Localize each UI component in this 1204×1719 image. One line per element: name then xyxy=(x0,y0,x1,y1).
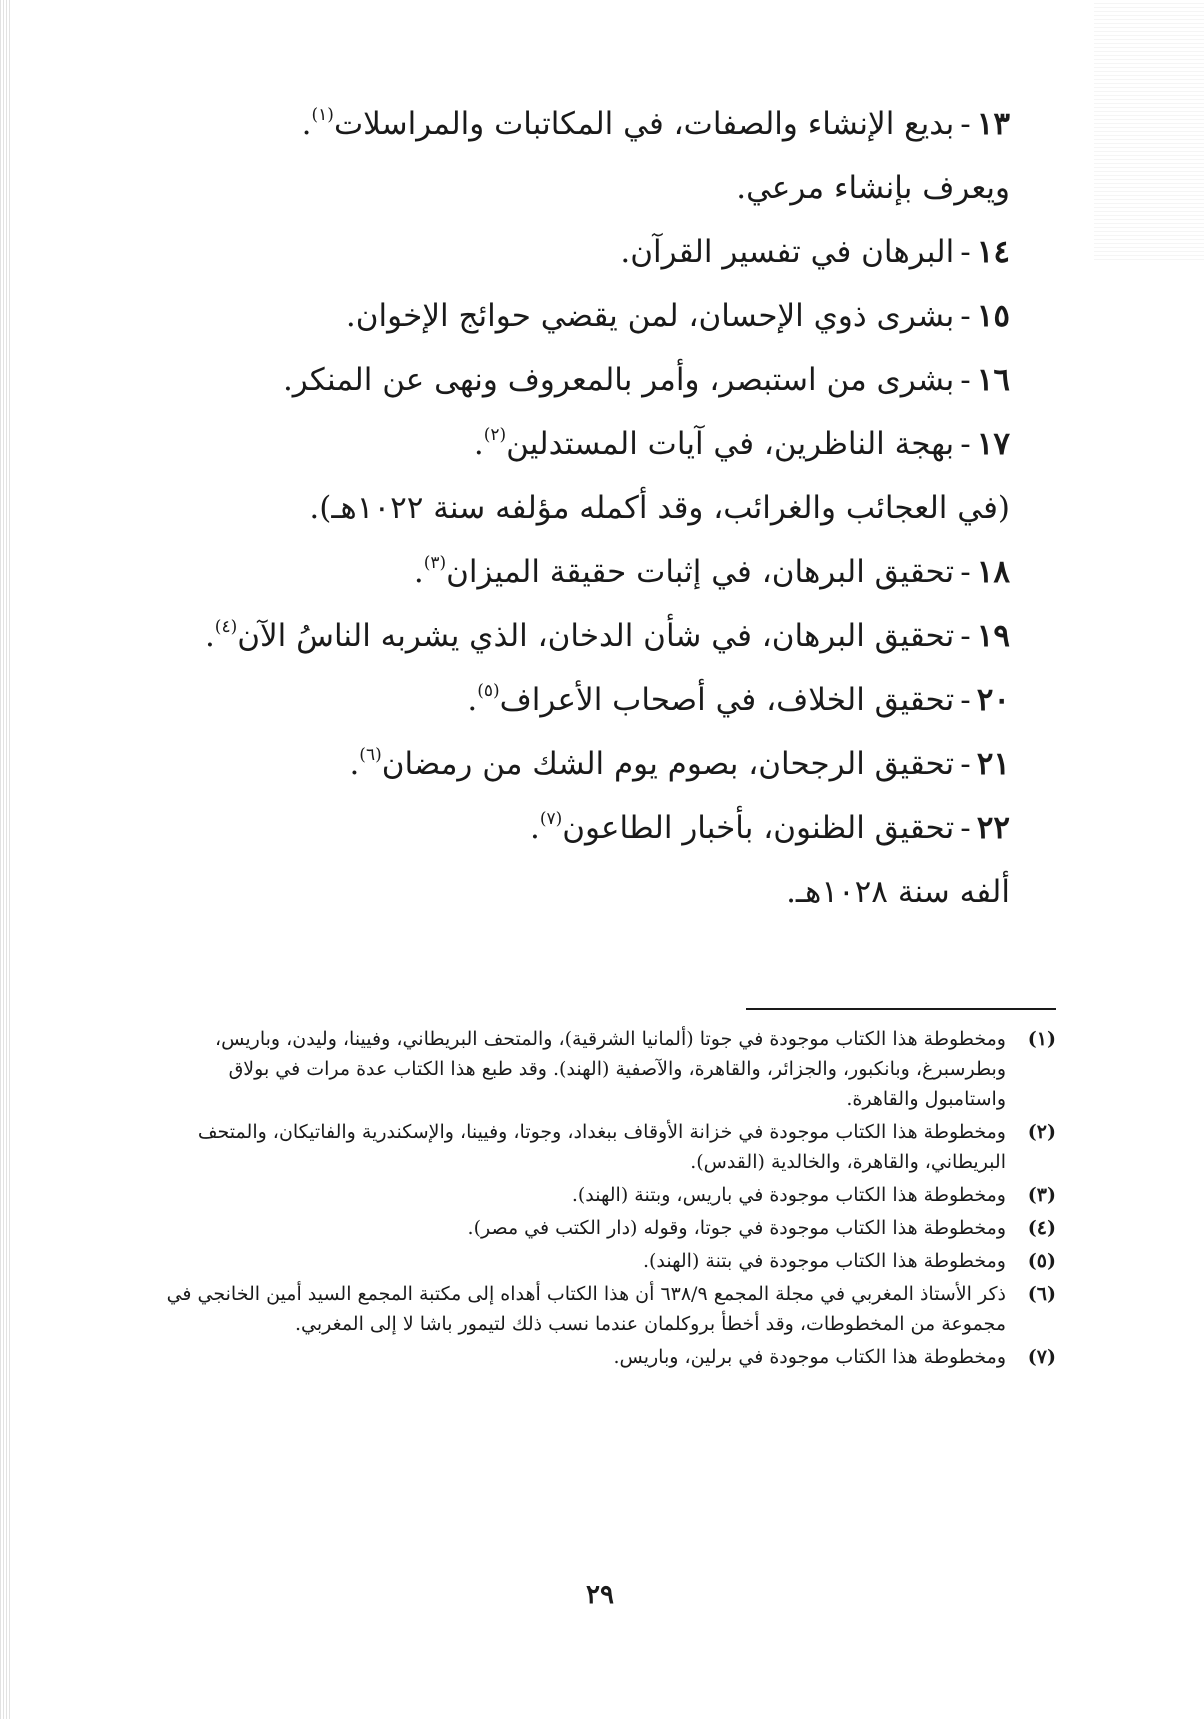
entry-line xyxy=(190,348,1010,412)
scan-edge-left xyxy=(0,0,12,1719)
entry-end: . xyxy=(473,426,484,462)
footnote-mark: (١) xyxy=(1027,1028,1056,1050)
footnote-mark: (٦) xyxy=(1027,1283,1056,1305)
entry-line xyxy=(190,668,1010,732)
entry-number: ٢١ xyxy=(976,746,1010,782)
entry-line xyxy=(190,284,1010,348)
entry-number: ١٨ xyxy=(976,554,1010,590)
entry-end: . xyxy=(467,682,478,718)
footnote-divider xyxy=(746,1008,1056,1010)
footnote-ref: (٥) xyxy=(477,681,500,701)
entry-line xyxy=(190,92,1010,156)
entry-separator: - xyxy=(960,234,971,270)
entry-separator: - xyxy=(960,810,971,846)
entry-number: ١٦ xyxy=(976,362,1010,398)
entry-title: تحقيق الخلاف، في أصحاب الأعراف xyxy=(499,682,955,718)
footnote-text: ذكر الأستاذ المغربي في مجلة المجمع ٦٣٨/٩ أن هذا الكتاب أهداه إلى مكتبة المجمع السيد أمين الخانجي في مجموعة من المخطوطات، وقد أخطأ بروكلمان عندما نسب ذلك لتيمور باشا لا إلى المغربي. xyxy=(166,1283,1006,1335)
entry-end: . xyxy=(529,810,540,846)
footnote xyxy=(156,1279,1056,1339)
footnote-ref: (٧) xyxy=(539,809,563,829)
entry-number: ٢٠ xyxy=(976,682,1010,718)
footnote xyxy=(156,1342,1056,1372)
entry-number: ٢٢ xyxy=(976,810,1010,846)
footnote-text: ومخطوطة هذا الكتاب موجودة في جوتا، وقوله (دار الكتب في مصر). xyxy=(467,1217,1006,1239)
entry-end: . xyxy=(204,618,215,654)
entry-line xyxy=(190,220,1010,284)
entry-title: البرهان في تفسير القرآن. xyxy=(620,234,955,270)
main-text xyxy=(190,92,1010,924)
footnote-text: ومخطوطة هذا الكتاب موجودة في بتنة (الهند). xyxy=(642,1250,1006,1272)
entry-number: ١٣ xyxy=(976,106,1010,142)
footnote-text: ومخطوطة هذا الكتاب موجودة في خزانة الأوقاف ببغداد، وجوتا، وفيينا، والإسكندرية والفاتيكان، والمتحف البريطاني، والقاهرة، والخالدية (القدس). xyxy=(197,1121,1006,1173)
entry-line xyxy=(190,476,1010,540)
footnote xyxy=(156,1246,1056,1276)
entry-end: . xyxy=(413,554,424,590)
footnote-ref: (١) xyxy=(311,105,334,125)
page-number: ٢٩ xyxy=(586,1580,614,1610)
entry-separator: - xyxy=(960,426,971,462)
entry-title: بشرى من استبصر، وأمر بالمعروف ونهى عن المنكر. xyxy=(282,362,955,398)
entry-title: تحقيق البرهان، في شأن الدخان، الذي يشربه الناسُ الآن xyxy=(237,618,955,654)
entry-number: ١٥ xyxy=(976,298,1010,334)
entry-line xyxy=(190,540,1010,604)
footnote-ref: (٦) xyxy=(359,745,382,765)
entry-separator: - xyxy=(960,618,971,654)
entry-separator: - xyxy=(960,298,971,334)
entry-separator: - xyxy=(960,746,971,782)
entry-number: ١٧ xyxy=(976,426,1010,462)
entry-title: تحقيق الظنون، بأخبار الطاعون xyxy=(562,810,955,846)
entry-line xyxy=(190,732,1010,796)
scan-edge-right xyxy=(1094,0,1204,260)
entry-number: ١٤ xyxy=(976,234,1010,270)
entry-title: (في العجائب والغرائب، وقد أكمله مؤلفه سنة ١٠٢٢هـ). xyxy=(309,490,1010,526)
entry-title: بشرى ذوي الإحسان، لمن يقضي حوائج الإخوان. xyxy=(345,298,955,334)
footnote xyxy=(156,1180,1056,1210)
footnote-text: ومخطوطة هذا الكتاب موجودة في جوتا (ألمانيا الشرقية)، والمتحف البريطاني، وفيينا، وليدن، وباريس، وبطرسبرغ، وبانكبور، والجزائر، والقاهرة، والآصفية (الهند). وقد طبع هذا الكتاب عدة مرات في بولاق واستامبول والقاهرة. xyxy=(215,1028,1006,1110)
entry-title: بديع الإنشاء والصفات، في المكاتبات والمراسلات xyxy=(333,106,955,142)
entry-line xyxy=(190,156,1010,220)
footnote xyxy=(156,1117,1056,1177)
footnote-mark: (٧) xyxy=(1027,1346,1056,1368)
entry-separator: - xyxy=(960,106,971,142)
footnote-mark: (٢) xyxy=(1027,1121,1056,1143)
entry-title: ويعرف بإنشاء مرعي. xyxy=(736,170,1010,206)
entry-line xyxy=(190,860,1010,924)
entry-end: . xyxy=(349,746,360,782)
entry-line xyxy=(190,604,1010,668)
footnote-text: ومخطوطة هذا الكتاب موجودة في برلين، وباريس. xyxy=(613,1346,1006,1368)
entry-title: تحقيق البرهان، في إثبات حقيقة الميزان xyxy=(446,554,955,590)
entry-separator: - xyxy=(960,682,971,718)
entry-end: . xyxy=(301,106,312,142)
footnote xyxy=(156,1024,1056,1114)
footnote xyxy=(156,1213,1056,1243)
footnote-mark: (٣) xyxy=(1027,1184,1056,1206)
footnote-mark: (٥) xyxy=(1027,1250,1056,1272)
entry-title: ألفه سنة ١٠٢٨هـ. xyxy=(786,874,1010,910)
footnote-text: ومخطوطة هذا الكتاب موجودة في باريس، وبتنة (الهند). xyxy=(571,1184,1006,1206)
entry-number: ١٩ xyxy=(976,618,1010,654)
entry-line xyxy=(190,796,1010,860)
footnotes xyxy=(156,1024,1056,1375)
entry-line xyxy=(190,412,1010,476)
entry-title: بهجة الناظرين، في آيات المستدلين xyxy=(506,426,955,462)
footnote-ref: (٣) xyxy=(423,553,447,573)
footnote-mark: (٤) xyxy=(1027,1217,1056,1239)
entry-separator: - xyxy=(960,554,971,590)
footnote-ref: (٢) xyxy=(483,425,507,445)
entry-separator: - xyxy=(960,362,971,398)
footnote-ref: (٤) xyxy=(214,617,238,637)
entry-title: تحقيق الرجحان، بصوم يوم الشك من رمضان xyxy=(381,746,955,782)
